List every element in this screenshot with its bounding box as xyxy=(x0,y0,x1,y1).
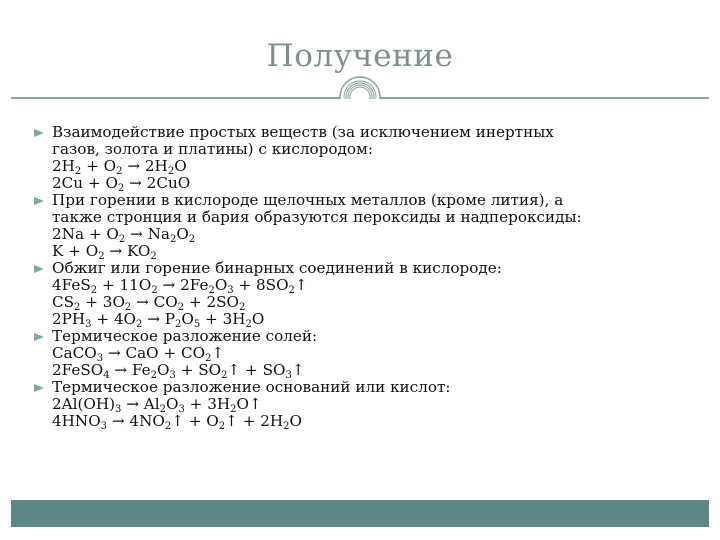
text-run: → 4NO xyxy=(107,412,165,430)
bullet-arrow-icon xyxy=(34,333,44,341)
subscript: 2 xyxy=(245,319,252,330)
bullet-line xyxy=(52,226,684,243)
subscript: 2 xyxy=(164,421,172,432)
subscript: 2 xyxy=(74,166,82,177)
footer-bar xyxy=(11,500,709,527)
subscript: 5 xyxy=(193,319,201,330)
text-run: 2PH xyxy=(52,310,86,328)
bullet-item xyxy=(34,379,684,430)
text-run: ↑ + SO xyxy=(227,361,286,379)
subscript: 2 xyxy=(188,234,196,245)
subscript: 2 xyxy=(230,404,237,415)
subscript: 2 xyxy=(159,404,167,415)
text-run: Термическое разложение солей: xyxy=(52,327,318,345)
text-run: + O xyxy=(81,157,117,175)
text-run: O xyxy=(166,395,179,413)
text-run: + 3H xyxy=(184,395,231,413)
text-run: ↑ xyxy=(291,361,305,379)
subscript: 3 xyxy=(85,319,92,330)
bullet-line xyxy=(52,379,684,396)
subscript: 2 xyxy=(74,302,81,313)
subscript: 2 xyxy=(283,421,290,432)
text-run: ↑ xyxy=(294,276,308,294)
subscript: 3 xyxy=(285,370,292,381)
text-run: CaCO xyxy=(52,344,97,362)
text-run: O xyxy=(289,412,302,430)
subscript: 3 xyxy=(178,404,185,415)
text-run: O xyxy=(176,225,189,243)
text-run: 4FeS xyxy=(52,276,91,294)
bullet-arrow-icon xyxy=(34,265,44,273)
text-run: → Al xyxy=(121,395,160,413)
bullet-line xyxy=(52,209,684,226)
text-run: → Fe xyxy=(109,361,151,379)
subscript: 2 xyxy=(90,285,98,296)
bullet-line xyxy=(52,277,684,294)
bullet-line xyxy=(52,158,684,175)
text-run: 2Na + O xyxy=(52,225,119,243)
bullet-line xyxy=(52,141,684,158)
subscript: 2 xyxy=(169,234,177,245)
text-run: 2FeSO xyxy=(52,361,104,379)
bullet-line xyxy=(52,396,684,413)
subscript: 2 xyxy=(218,421,226,432)
bullet-item xyxy=(34,124,684,192)
text-run: Термическое разложение оснований или кислот: xyxy=(52,378,451,396)
text-run: → 2Fe xyxy=(157,276,209,294)
bullet-arrow-icon xyxy=(34,197,44,205)
bullet-line xyxy=(52,192,684,209)
bullet-line xyxy=(52,311,684,328)
slide-title: Получение xyxy=(266,38,454,74)
bullet-line xyxy=(52,175,684,192)
subscript: 3 xyxy=(169,370,176,381)
text-run: O xyxy=(174,157,187,175)
bullet-line xyxy=(52,260,684,277)
text-run: При горении в кислороде щелочных металлов (кроме лития), а xyxy=(52,191,564,209)
text-run: 2H xyxy=(52,157,75,175)
text-run: → 2CuO xyxy=(124,174,191,192)
text-run: также стронция и бария образуются пероксиды и надпероксиды: xyxy=(52,208,582,226)
bullet-line xyxy=(52,362,684,379)
subscript: 4 xyxy=(103,370,110,381)
bullet-line xyxy=(52,294,684,311)
text-run: → 2H xyxy=(122,157,168,175)
bullet-line xyxy=(52,328,684,345)
subscript: 2 xyxy=(175,319,182,330)
text-run: ↑ + 2H xyxy=(225,412,284,430)
text-run: + 11O xyxy=(97,276,152,294)
bullet-line xyxy=(52,243,684,260)
text-run: + SO xyxy=(175,361,222,379)
text-run: + 2SO xyxy=(184,293,240,311)
subscript: 3 xyxy=(227,285,234,296)
subscript: 2 xyxy=(118,234,126,245)
bullet-arrow-icon xyxy=(34,384,44,392)
subscript: 2 xyxy=(150,251,157,262)
subscript: 2 xyxy=(150,370,158,381)
subscript: 2 xyxy=(239,302,246,313)
subscript: 3 xyxy=(100,421,108,432)
text-run: → CaO + CO xyxy=(103,344,206,362)
subscript: 2 xyxy=(167,166,175,177)
bullet-item xyxy=(34,328,684,379)
text-run: O xyxy=(181,310,194,328)
text-run: O↑ xyxy=(236,395,262,413)
subscript: 2 xyxy=(117,183,125,194)
bullet-list xyxy=(34,124,684,430)
text-run: → CO xyxy=(131,293,178,311)
subscript: 2 xyxy=(116,166,123,177)
text-run: ↑ xyxy=(211,344,225,362)
bullet-line xyxy=(52,345,684,362)
text-run: ↑ + O xyxy=(171,412,219,430)
bullet-item xyxy=(34,192,684,260)
subscript: 2 xyxy=(288,285,295,296)
subscript: 2 xyxy=(98,251,105,262)
text-run: + 8SO xyxy=(233,276,289,294)
text-run: → P xyxy=(142,310,175,328)
subscript: 2 xyxy=(136,319,143,330)
text-run: K + O xyxy=(52,242,99,260)
text-run: + 4O xyxy=(91,310,137,328)
text-run: газов, золота и платины) с кислородом: xyxy=(52,140,373,158)
subscript: 3 xyxy=(96,353,104,364)
text-run: O xyxy=(214,276,228,294)
subscript: 2 xyxy=(205,353,212,364)
text-run: O xyxy=(251,310,265,328)
text-run: + 3H xyxy=(200,310,246,328)
text-run: O xyxy=(157,361,170,379)
text-run: + 3O xyxy=(80,293,125,311)
subscript: 2 xyxy=(177,302,185,313)
text-run: → KO xyxy=(104,242,151,260)
subscript: 2 xyxy=(221,370,228,381)
subscript: 3 xyxy=(115,404,122,415)
bullet-item xyxy=(34,260,684,328)
text-run: Взаимодействие простых веществ (за исключением инертных xyxy=(52,123,554,141)
text-run: 2Al(OH) xyxy=(52,395,116,413)
subscript: 2 xyxy=(124,302,132,313)
text-run: CS xyxy=(52,293,75,311)
subscript: 2 xyxy=(208,285,215,296)
text-run: 2Cu + O xyxy=(52,174,118,192)
subscript: 2 xyxy=(151,285,158,296)
bullet-arrow-icon xyxy=(34,129,44,137)
text-run: → Na xyxy=(125,225,170,243)
bullet-line xyxy=(52,413,684,430)
text-run: Обжиг или горение бинарных соединений в кислороде: xyxy=(52,259,502,277)
bullet-line xyxy=(52,124,684,141)
text-run: 4HNO xyxy=(52,412,101,430)
